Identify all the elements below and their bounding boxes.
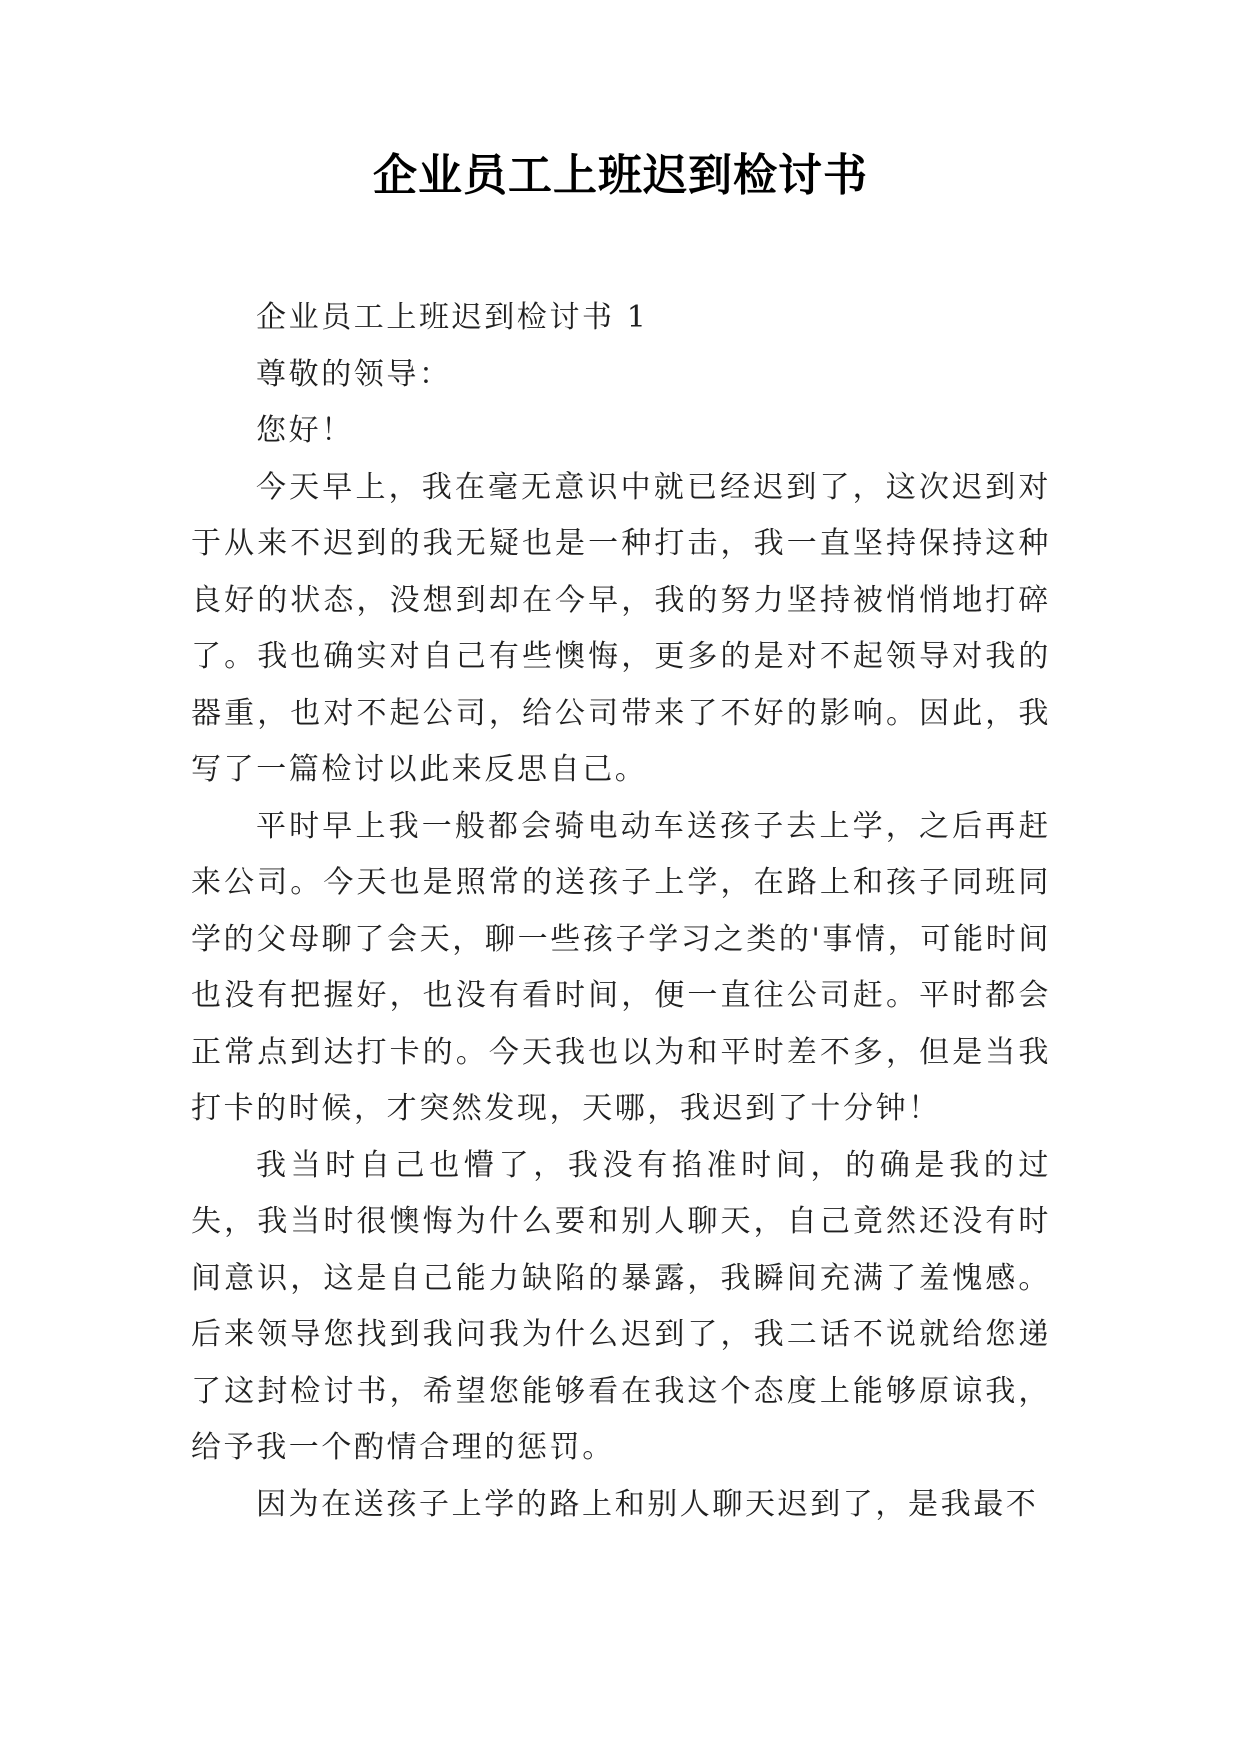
paragraph-3: 我当时自己也懵了，我没有掐准时间，的确是我的过失，我当时很懊悔为什么要和别人聊天，自己竟然还没有时间意识，这是自己能力缺陷的暴露，我瞬间充满了羞愧感。后来领导您找到我问我为什么迟到了，我二话不说就给您递了这封检讨书，希望您能够看在我这个态度上能够原谅我，给予我一个酌情合理的惩罚。 xyxy=(191,1147,1051,1465)
greeting: 您好！ xyxy=(256,413,354,448)
paragraph-2: 平时早上我一般都会骑电动车送孩子去上学，之后再赶来公司。今天也是照常的送孩子上学，在路上和孩子同班同学的父母聊了会天，聊一些孩子学习之类的'事情，可能时间也没有把握好，也没有看时间，便一直往公司赶。平时都会正常点到达打卡的。今天我也以为和平时差不多，但是当我打卡的时候，才突然发现，天哪，我迟到了十分钟！ xyxy=(191,808,1051,1126)
paragraph-4: 因为在送孩子上学的路上和别人聊天迟到了，是我最不 xyxy=(256,1486,1039,1522)
document-title: 企业员工上班迟到检讨书 xyxy=(373,150,868,201)
document-subtitle: 企业员工上班迟到检讨书 1 xyxy=(256,300,649,335)
paragraph-1: 今天早上，我在毫无意识中就已经迟到了，这次迟到对于从来不迟到的我无疑也是一种打击，我一直坚持保持这种良好的状态，没想到却在今早，我的努力坚持被悄悄地打碎了。我也确实对自己有些懊悔，更多的是对不起领导对我的器重，也对不起公司，给公司带来了不好的影响。因此，我写了一篇检讨以此来反思自己。 xyxy=(191,469,1051,787)
document-body xyxy=(191,290,1051,1533)
salutation: 尊敬的领导： xyxy=(256,356,452,392)
